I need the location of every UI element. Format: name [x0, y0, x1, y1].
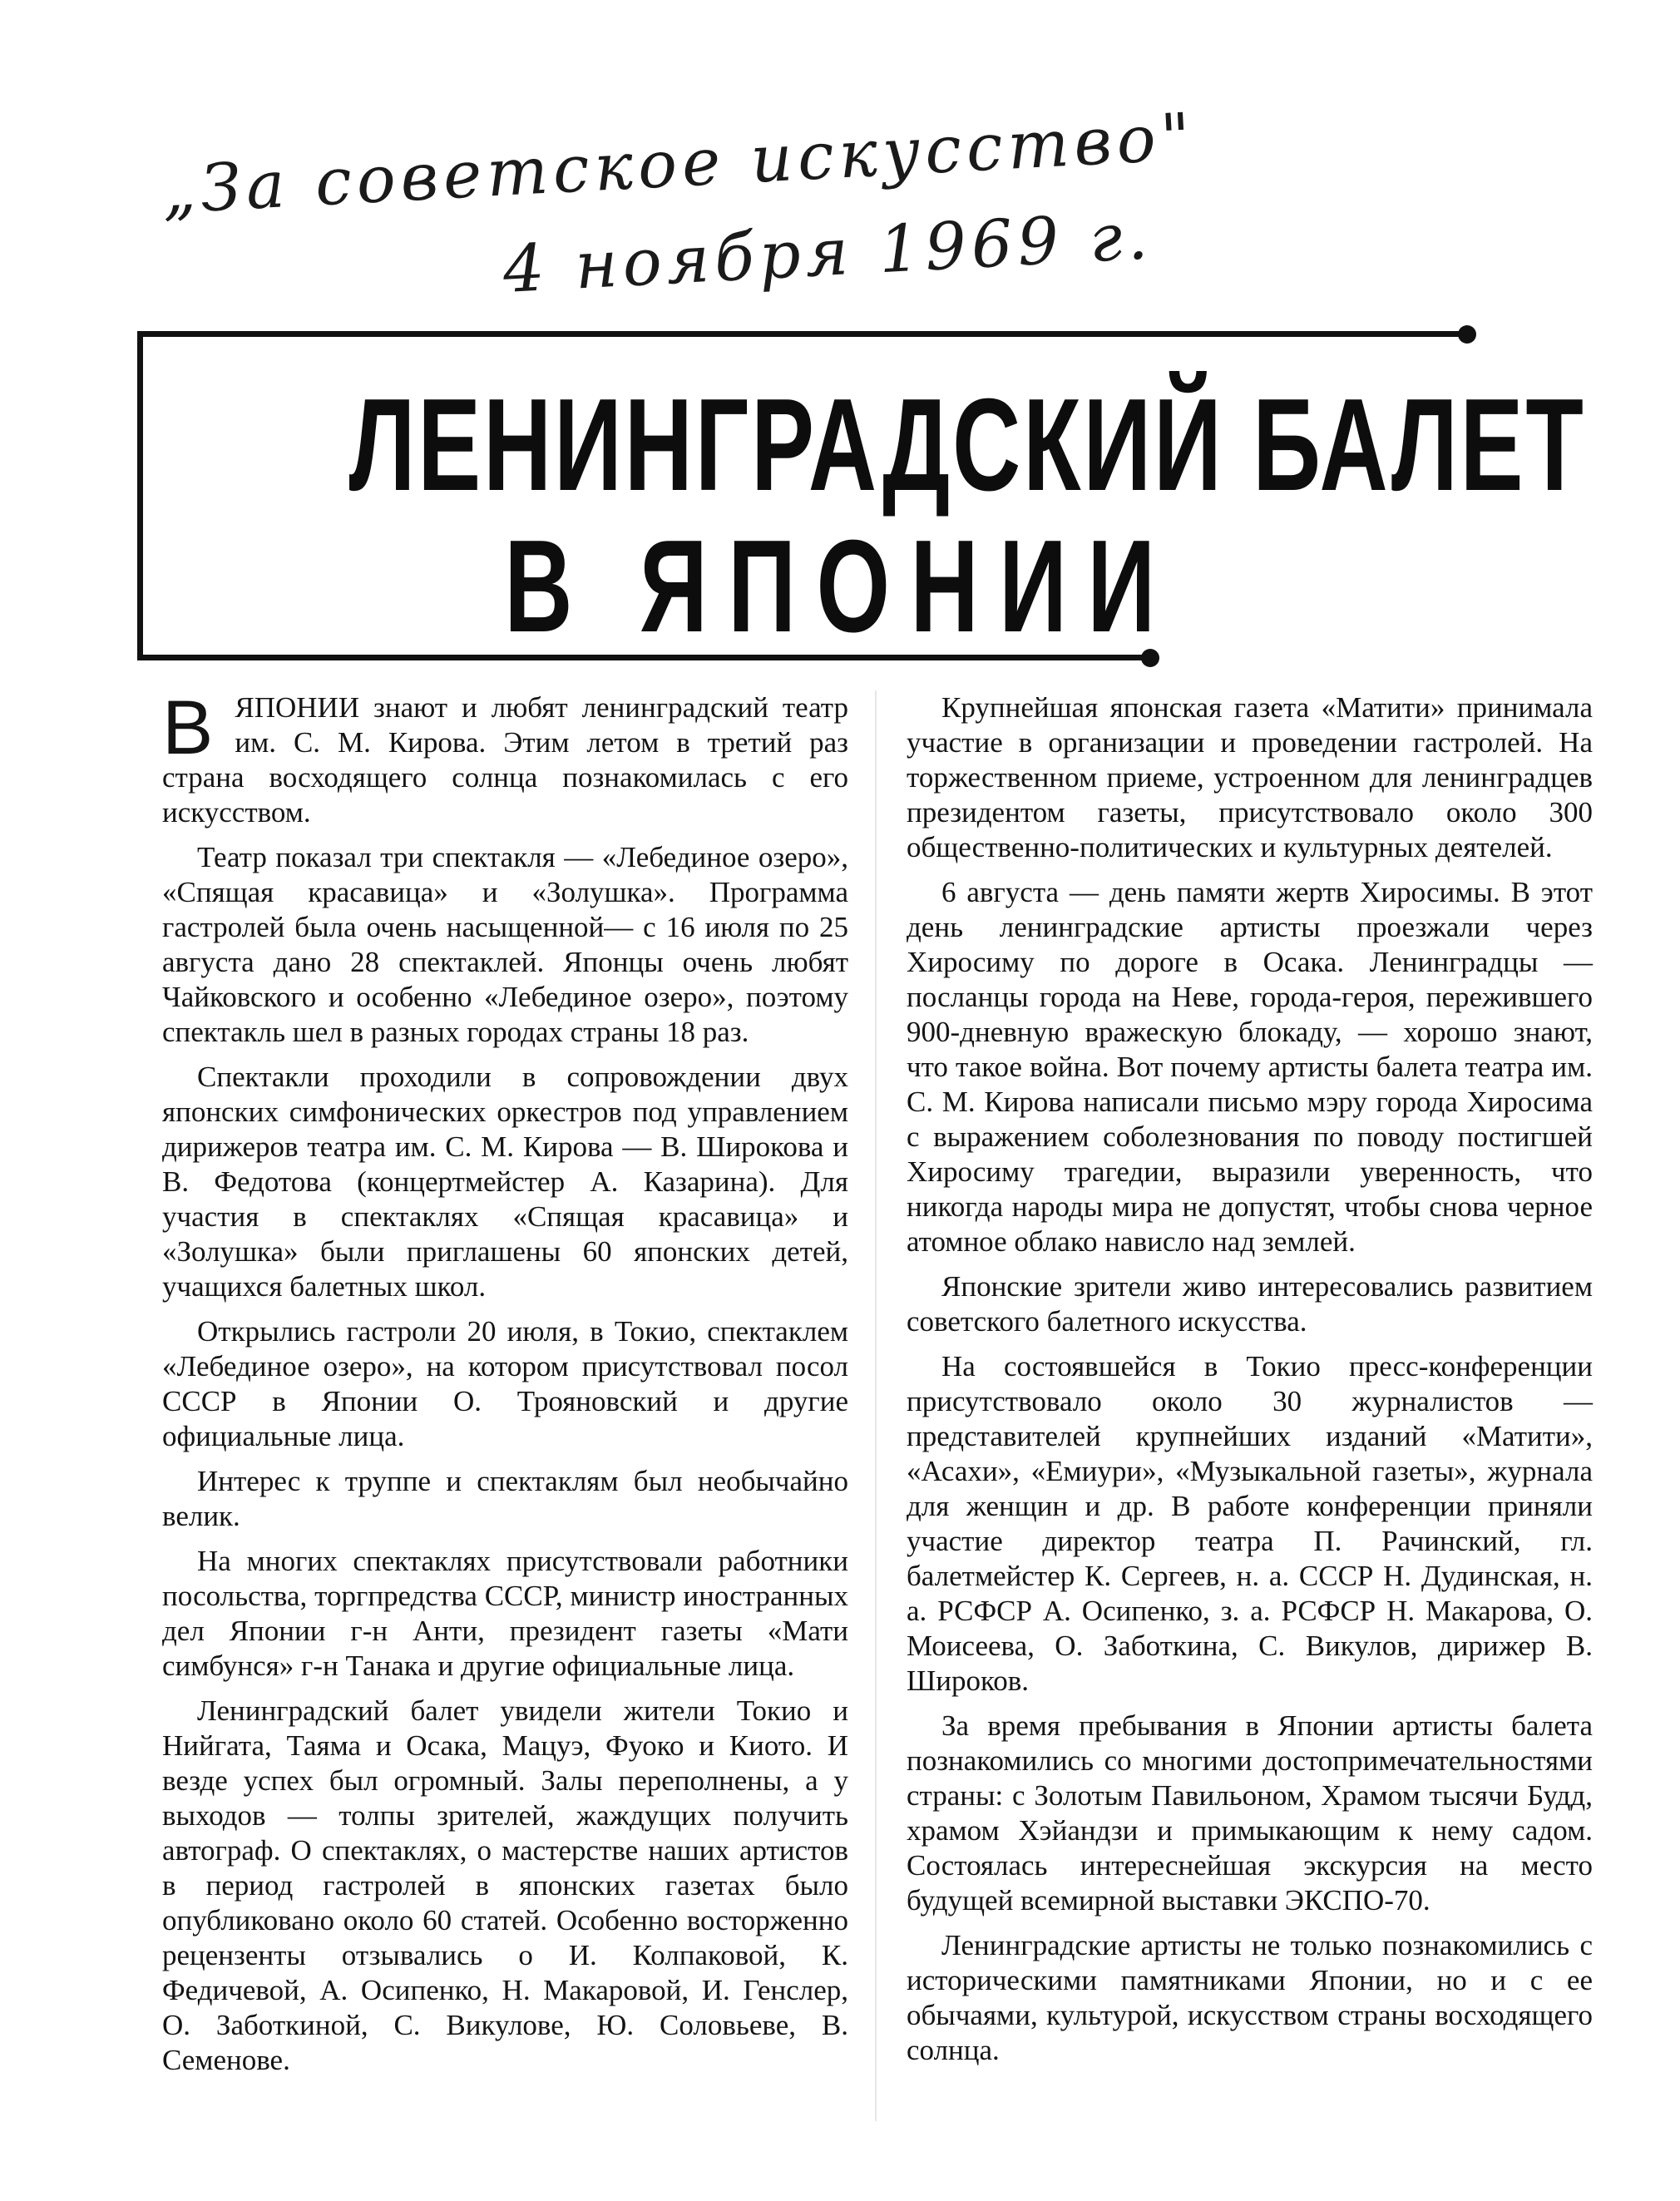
article-paragraph: 6 августа — день памяти жертв Хиросимы. В этот день ленинградские артисты проезжали через Хиросиму по дороге в Осака. Ленинградцы — посланцы города на Неве, города-героя, пережившего 900-дневную вражескую блокаду, — хорошо знают, что такое война. Вот почему артисты балета театра им. С. М. Кирова написали письмо мэру города Хиросима с выражением соболезнования по поводу постигшей Хиросиму трагедии, выразили уверенность, что никогда народы мира не допустят, чтобы снова черное атомное облако нависло над землей.: [907, 876, 1593, 1258]
headline-line-1: ЛЕНИНГРАДСКИЙ БАЛЕТ: [348, 372, 1586, 518]
article-paragraph: На состоявшейся в Токио пресс-конференции присутствовало около 30 журналистов — представителей крупнейших изданий «Матити», «Асахи», «Емиури», «Музыкальной газеты», журнала для женщин и др. В работе конференции приняли участие директор театра П. Рачинский, гл. балетмейстер К. Сергеев, н. а. СССР Н. Дудинская, н. а. РСФСР А. Осипенко, з. а. РСФСР Н. Макарова, О. Моисеева, О. Заботкина, С. Викулов, дирижер В. Широков.: [907, 1350, 1593, 1697]
article-paragraph: Японские зрители живо интересовались развитием советского балетного искусства.: [907, 1270, 1593, 1338]
article-column-right: [907, 690, 1593, 2078]
paragraph-text: ЯПОНИИ знают и любят ленинградский театр им. С. М. Кирова. Этим летом в третий раз страна восходящего солнца познакомилась с его искусством.: [162, 691, 848, 828]
article-paragraph: Открылись гастроли 20 июля, в Токио, спектаклем «Лебединое озеро», на котором присутствовал посол СССР в Японии О. Трояновский и другие официальные лица.: [162, 1315, 848, 1452]
handwritten-source-title: „За советское искусство": [160, 99, 1198, 229]
article-paragraph: Ленинградский балет увидели жители Токио и Нийгата, Таяма и Осака, Мацуэ, Фуоко и Киото. И везде успех был огромный. Залы переполнены, а у выходов — толпы зрителей, жаждущих получить автограф. О спектаклях, о мастерстве наших артистов в период гастролей в японских газетах было опубликовано около 60 статей. Особенно восторженно рецензенты отзывались о И. Колпаковой, К. Федичевой, А. Осипенко, Н. Макаровой, И. Генслер, О. Заботкиной, С. Викулове, Ю. Соловьеве, В. Семенове.: [162, 1694, 848, 2076]
drop-cap: В: [162, 685, 214, 770]
handwritten-date: 4 ноября 1969 г.: [501, 199, 1155, 308]
article-paragraph: За время пребывания в Японии артисты балета познакомились со многими достопримечательностями страны: с Золотым Павильоном, Храмом тысячи Будд, храмом Хэйандзи и примыкающим к нему садом. Состоялась интереснейшая экскурсия на место будущей всемирной выставки ЭКСПО-70.: [907, 1709, 1593, 1917]
frame-dot-ornament: [1458, 325, 1476, 344]
column-divider: [875, 690, 877, 2121]
article-paragraph: Крупнейшая японская газета «Матити» принимала участие в организации и проведении гастролей. На торжественном приеме, устроенном для ленинградцев президентом газеты, присутствовало около 300 общественно-политических и культурных деятелей.: [907, 691, 1593, 863]
article-paragraph: Спектакли проходили в сопровождении двух японских симфонических оркестров под управлением дирижеров театра им. С. М. Кирова — В. Широкова и В. Федотова (концертмейстер А. Казарина). Для участия в спектаклях «Спящая красавица» и «Золушка» были приглашены 60 японских детей, учащихся балетных школ.: [162, 1061, 848, 1303]
article-paragraph: Интерес к труппе и спектаклям был необычайно велик.: [162, 1465, 848, 1532]
article-paragraph: На многих спектаклях присутствовали работники посольства, торгпредства СССР, министр иностранных дел Японии г-н Анти, президент газеты «Мати симбунся» г-н Танака и другие официальные лица.: [162, 1545, 848, 1682]
headline-frame-left-rule: [137, 331, 143, 660]
headline-line-2: В ЯПОНИИ: [504, 513, 1176, 660]
article-paragraph: Театр показал три спектакля — «Лебединое озеро», «Спящая красавица» и «Золушка». Программа гастролей была очень насыщенной— с 16 июля по 25 августа дано 28 спектаклей. Японцы очень любят Чайковского и особенно «Лебединое озеро», поэтому спектакль шел в разных городах страны 18 раз.: [162, 841, 848, 1048]
headline-frame-top-rule: [137, 331, 1464, 337]
article-paragraph: [162, 685, 848, 830]
article-paragraph: Ленинградские артисты не только познакомились с историческими памятниками Японии, но и с ее обычаями, культурой, искусством страны восходящего солнца.: [907, 1929, 1593, 2066]
article-column-left: [162, 685, 848, 2088]
